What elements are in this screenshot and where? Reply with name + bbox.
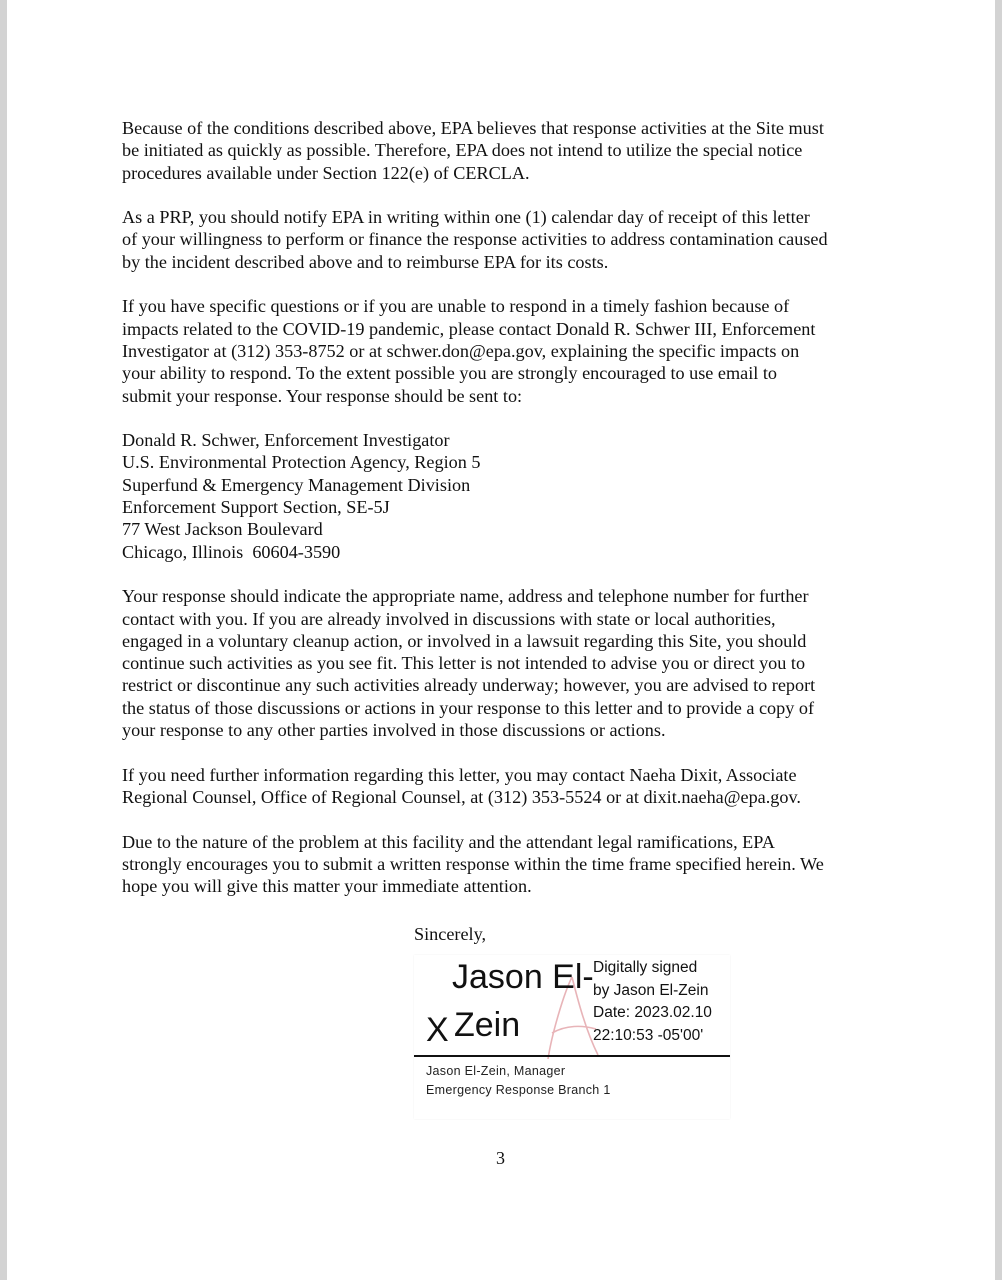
paragraph-conditions: Because of the conditions described above, EPA believes that response activities at the Site must be initiated as quickly as possible. Therefore, EPA does not intend to utilize the special notice procedures available under Section 122(e) of CERCLA.	[122, 118, 824, 183]
signature-detail-line: Digitally signed	[593, 959, 698, 976]
paragraph-response-contents: Your response should indicate the appropriate name, address and telephone number for further contact with you. If you are already involved in discussions with state or local authorities, engaged in a voluntary cleanup action, or involved in a lawsuit regarding this Site, you should continue such activities as you see fit. This letter is not intended to advise you or direct you to restrict or discontinue any such activities already underway; however, you are advised to report the status of those discussions or actions in your response to this letter and to provide a copy of your response to any other parties involved in those discussions or actions.	[122, 586, 816, 741]
signer-branch: Emergency Response Branch 1	[426, 1083, 611, 1097]
signature-name-line-2: Zein	[454, 1006, 521, 1044]
signature-detail-line: Date: 2023.02.10	[593, 1004, 712, 1021]
signature-name-line-1: Jason El-	[452, 958, 594, 996]
closing-salutation: Sincerely,	[414, 924, 487, 944]
viewer-right-border	[995, 0, 1002, 1280]
address-line: Donald R. Schwer, Enforcement Investigator	[122, 430, 450, 451]
signature-x-mark: X	[426, 1011, 449, 1049]
viewer-left-border	[0, 0, 7, 1280]
page-number: 3	[496, 1148, 505, 1168]
address-line: Enforcement Support Section, SE-5J	[122, 497, 390, 518]
paragraph-questions: If you have specific questions or if you are unable to respond in a timely fashion because of impacts related to the COVID-19 pandemic, please contact Donald R. Schwer III, Enforcement Investigator at (312) 353-8752 or at schwer.don@epa.gov, explaining the specific impacts on your ability to respond. To the extent possible you are strongly encouraged to use email to submit your response. Your response should be sent to:	[122, 296, 816, 406]
signature-line	[414, 1055, 730, 1057]
paragraph-further-information: If you need further information regarding this letter, you may contact Naeha Dixit, Associate Regional Counsel, Office of Regional Counsel, at (312) 353-5524 or at dixit.naeha@epa.gov.	[122, 764, 801, 807]
letter-body	[122, 117, 882, 920]
signature-detail-line: 22:10:53 -05'00'	[593, 1026, 704, 1044]
address-line: 77 West Jackson Boulevard	[122, 519, 323, 540]
address-line: Superfund & Emergency Management Division	[122, 474, 471, 495]
mailing-address	[122, 429, 882, 563]
signature-caption	[426, 1062, 611, 1100]
signature-details	[593, 957, 712, 1047]
address-line: Chicago, Illinois 60604-3590	[122, 541, 341, 562]
address-line: U.S. Environmental Protection Agency, Region 5	[122, 452, 481, 473]
paragraph-nature-of-problem: Due to the nature of the problem at this facility and the attendant legal ramifications, EPA strongly encourages you to submit a written response within the time frame specified herein. We hope you will give this matter your immediate attention.	[122, 831, 824, 897]
digital-signature-box[interactable]	[414, 955, 730, 1119]
signature-detail-line: by Jason El-Zein	[593, 981, 709, 999]
signer-name-title: Jason El-Zein, Manager	[426, 1064, 566, 1078]
paragraph-notify-epa: As a PRP, you should notify EPA in writing within one (1) calendar day of receipt of this letter of your willingness to perform or finance the response activities to address contamination caused by the incident described above and to reimburse EPA for its costs.	[122, 207, 828, 272]
